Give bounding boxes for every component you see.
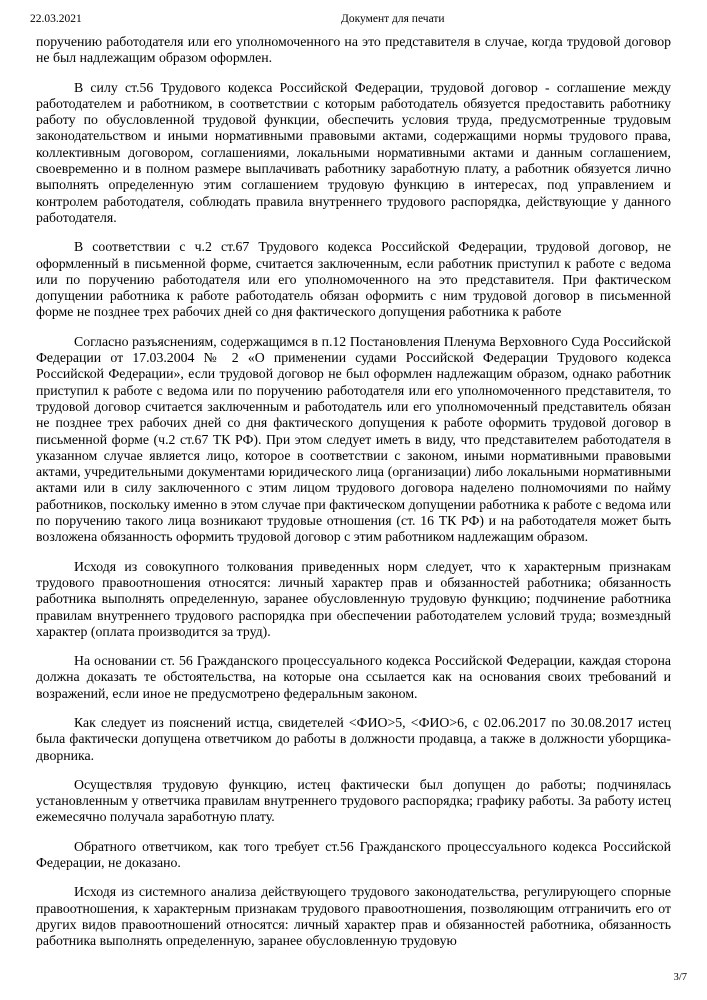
document-body [36,34,671,950]
paragraph: Осуществляя трудовую функцию, истец фактически был допущен до работы; подчинялась установленным у ответчика правилам внутреннего трудового распорядка; графику работы. За работу истец ежемесячно получала заработную плату. [36,776,671,825]
paragraph: Как следует из пояснений истца, свидетелей <ФИО>5, <ФИО>6, с 02.06.2017 по 30.08.2017 истец была фактически допущена ответчиком до работы в должности продавца, а также в должности уборщика-дворника. [36,714,671,763]
paragraph: В силу ст.56 Трудового кодекса Российской Федерации, трудовой договор - соглашение между работодателем и работником, в соответствии с которым работодатель обязуется предоставить работнику работу по обусловленной трудовой функции, обеспечить условия труда, предусмотренные трудовым законодательством и иными нормативными правовыми актами, содержащими нормы трудового права, коллективным договором, соглашениями, локальными нормативными актами и данным соглашением, своевременно и в полном размере выплачивать работнику заработную плату, а работник обязуется лично выполнять определенную этим соглашением трудовую функцию в интересах, под управлением и контролем работодателя, соблюдать правила внутреннего трудового распорядка, действующие у данного работодателя. [36,79,671,225]
paragraph: В соответствии с ч.2 ст.67 Трудового кодекса Российской Федерации, трудовой договор, не оформленный в письменной форме, считается заключенным, если работник приступил к работе с ведома или по поручению работодателя или его уполномоченного на это представителя. При фактическом допущении работника к работе работодатель обязан оформить с ним трудовой договор в письменной форме не позднее трех рабочих дней со дня фактического допущения работника к работе [36,239,671,320]
paragraph: Согласно разъяснениям, содержащимся в п.12 Постановления Пленума Верховного Суда Российской Федерации от 17.03.2004 № 2 «О применении судами Российской Федерации Трудового кодекса Российской Федерации», если трудовой договор не был оформлен надлежащим образом, однако работник приступил к работе с ведома или по поручению работодателя или его уполномоченного представителя, то трудовой договор считается заключенным и работодатель или его уполномоченный представитель обязан не позднее трех рабочих дней со дня фактического допущения к работе оформить трудовой договор в письменной форме (ч.2 ст.67 ТК РФ). При этом следует иметь в виду, что представителем работодателя в указанном случае является лицо, которое в соответствии с законом, иными нормативными правовыми актами, учредительными документами юридического лица (организации) либо локальными нормативными актами или в силу заключенного с этим лицом трудового договора наделено полномочиями по найму работников, поскольку именно в этом случае при фактическом допущении работника к работе с ведома или по поручению такого лица возникают трудовые отношения (ст. 16 ТК РФ) и на работодателя может быть возложена обязанность оформить трудовой договор с этим работником надлежащим образом. [36,333,671,545]
paragraph: поручению работодателя или его уполномоченного на это представителя в случае, когда трудовой договор не был надлежащим образом оформлен. [36,34,671,66]
print-title: Документ для печати [341,13,445,25]
paragraph: Исходя из системного анализа действующего трудового законодательства, регулирующего спорные правоотношения, к характерным признакам трудового правоотношения, позволяющим отграничить его от других видов правоотношений относятся: личный характер прав и обязанностей работника, обязанность работника выполнять определенную, заранее обусловленную трудовую [36,884,671,949]
page-number: 3/7 [673,972,687,983]
print-date: 22.03.2021 [30,13,82,25]
paragraph: На основании ст. 56 Гражданского процессуального кодекса Российской Федерации, каждая сторона должна доказать те обстоятельства, на которые она ссылается как на основания своих требований и возражений, если иное не предусмотрено федеральным законом. [36,653,671,701]
paragraph: Исходя из совокупного толкования приведенных норм следует, что к характерным признакам трудового правоотношения относятся: личный характер прав и обязанностей работника; обязанность работника выполнять определенную, заранее обусловленную трудовую функцию; подчинение работника правилам внутреннего трудового распорядка при обеспечении работодателем условий труда; возмездный характер (оплата производится за труд). [36,558,671,639]
print-header [0,10,707,28]
paragraph: Обратного ответчиком, как того требует ст.56 Гражданского процессуального кодекса Российской Федерации, не доказано. [36,838,671,871]
